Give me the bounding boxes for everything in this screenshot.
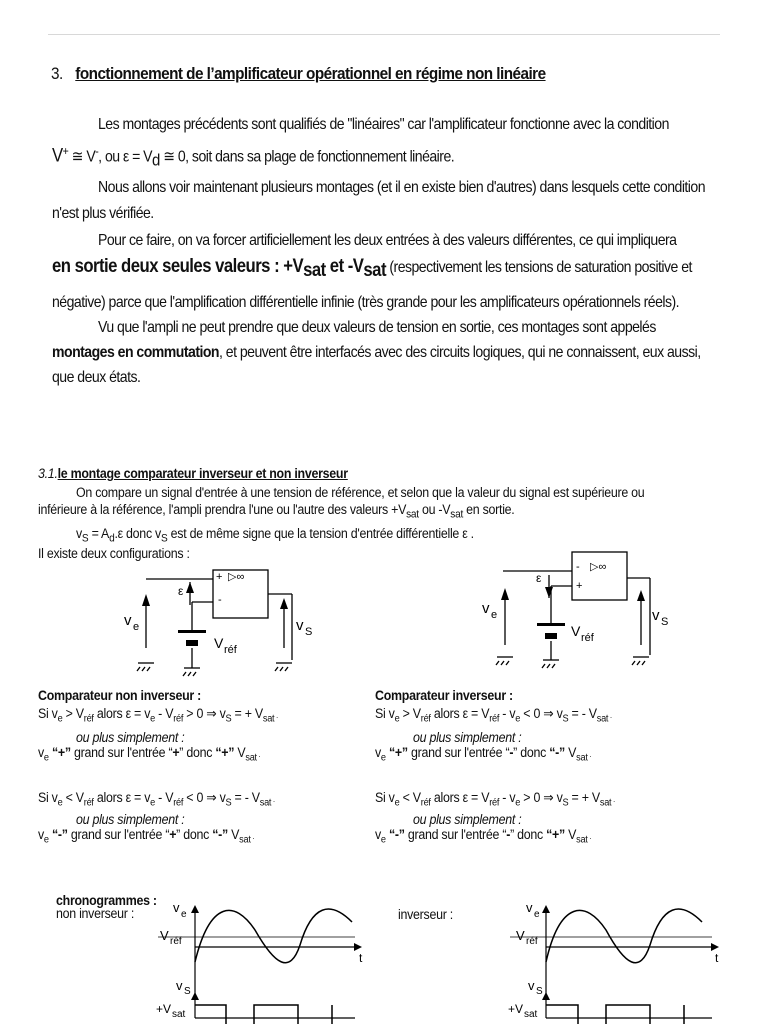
ve-label: v: [124, 612, 132, 629]
rule-row: $v_e$ “+” grand sur l'entrée “-” donc “-” $V_{sat}$ .: [375, 745, 592, 764]
ve-arrow-icon: [142, 594, 150, 606]
opamp-symbol: ▷∞: [590, 561, 607, 573]
battery-icon: [537, 623, 565, 626]
rule-row: Si $v_e > V_{réf}$ alors $\varepsilon = v_e - V_{réf} > 0$ ⇒ $v_S$ = + $V_{sat}$ .: [38, 706, 278, 725]
para-line-6: en sortie deux seules valeurs : $+V_{sat}$ et $-V_{sat}$ (respectivement les tensions de saturation positive et: [52, 256, 692, 282]
ve-arrow-icon: [501, 588, 509, 600]
vs-arrow-icon: [637, 590, 645, 601]
comparator-circuits: [0, 545, 768, 685]
inverting-title: Comparateur inverseur :: [375, 688, 513, 703]
eps-label: ε: [178, 584, 184, 598]
vref-label: V: [571, 623, 581, 639]
svg-text:sat: sat: [524, 1009, 538, 1020]
vs-waveform: [546, 1005, 684, 1024]
axis-arrow-icon: [191, 905, 199, 913]
svg-text:réf: réf: [526, 936, 538, 947]
non-inverting-title: Comparateur non inverseur :: [38, 688, 202, 703]
para-line-5: Pour ce faire, on va forcer artificiellement les deux entrées à des valeurs différentes, ce qui impliquera: [98, 232, 677, 249]
rule-row: ou plus simplement :: [413, 730, 522, 745]
para-line-10: que deux états.: [52, 369, 141, 386]
vs-waveform: [195, 1005, 332, 1024]
svg-text:e: e: [534, 909, 540, 920]
ve-waveform: [195, 909, 352, 963]
eps-arrow-icon: [545, 587, 553, 598]
vs-arrow-icon: [280, 598, 288, 609]
battery-icon: [178, 630, 206, 633]
plus-input-label: +: [216, 571, 223, 583]
svg-text:e: e: [491, 609, 498, 621]
svg-text:S: S: [536, 986, 543, 997]
svg-text:e: e: [181, 909, 187, 920]
s31-line-1: On compare un signal d'entrée à une tension de référence, et selon que la valeur du signal est supérieure ou: [76, 485, 645, 500]
svg-text:S: S: [661, 616, 669, 628]
vsat-axis-label: +V: [156, 1002, 172, 1016]
section-title: fonctionnement de l’amplificateur opérationnel en régime non linéaire: [75, 64, 546, 83]
chronograms: [0, 890, 768, 1024]
eps-label: ε: [536, 571, 542, 585]
top-divider: [48, 34, 720, 35]
ve-axis-label: v: [173, 900, 180, 915]
section-number: 3.: [51, 64, 63, 83]
axis-arrow-icon: [711, 943, 719, 951]
non-inverting-chronogram: [156, 900, 363, 1024]
ve-label: v: [482, 600, 490, 617]
axis-arrow-icon: [542, 992, 550, 1000]
axis-arrow-icon: [354, 943, 362, 951]
ve-waveform: [546, 909, 702, 963]
para-line-7: négative) parce que l'amplification différentielle infinie (très grande pour les amplificateurs opérationnels réels).: [52, 294, 680, 311]
inverting-chronogram: [508, 900, 719, 1024]
para-line-3: Nous allons voir maintenant plusieurs montages (et il en existe bien d'autres) dans lesquels cette condition: [98, 179, 706, 196]
para-line-8: Vu que l'ampli ne peut prendre que deux valeurs de tension en sortie, ces montages sont appelés: [98, 319, 656, 336]
ve-axis-label: v: [526, 900, 533, 915]
vs-label: v: [296, 617, 304, 634]
inverting-chrono-label: inverseur :: [398, 907, 453, 922]
vs-label: v: [652, 607, 660, 624]
vref-axis-label: V: [516, 928, 525, 943]
subsection-number: 3.1.: [38, 466, 58, 481]
svg-text:réf: réf: [581, 632, 594, 644]
minus-input-label: -: [576, 561, 580, 573]
s31-line-2: inférieure à la référence, l'ampli prendra l'une ou l'autre des valeurs $+V_{sat}$ ou $-V_{sat}$ en sortie.: [38, 502, 515, 521]
svg-text:e: e: [133, 621, 140, 633]
vref-axis-label: V: [160, 928, 169, 943]
svg-text:S: S: [305, 626, 313, 638]
section-3-1-heading: [38, 466, 348, 481]
axis-arrow-icon: [542, 905, 550, 913]
svg-text:sat: sat: [172, 1009, 186, 1020]
svg-text:S: S: [184, 986, 191, 997]
para-line-9: montages en commutation, et peuvent être interfacés avec des circuits logiques, qui ne connaissent, eux aussi,: [52, 344, 701, 361]
eps-arrow-icon: [186, 582, 194, 593]
rule-row: $v_e$ “-” grand sur l'entrée “-” donc “+” $V_{sat}$ .: [375, 827, 592, 846]
opamp-symbol: ▷∞: [228, 571, 245, 583]
vref-label: V: [214, 635, 224, 651]
rule-row: ou plus simplement :: [76, 812, 185, 827]
vs-axis-label: v: [176, 978, 183, 993]
minus-input-label: -: [218, 594, 222, 606]
svg-text:réf: réf: [224, 644, 237, 656]
ground-icon: [137, 657, 649, 676]
s31-line-4: Il existe deux configurations :: [38, 546, 190, 561]
vs-axis-label: v: [528, 978, 535, 993]
t-axis-label: t: [715, 951, 719, 965]
para-line-2: V+ ≅ V-, ou $\varepsilon = V_d$ ≅ 0, soit dans sa plage de fonctionnement linéaire.: [52, 144, 455, 170]
opamp-box: [572, 552, 627, 600]
t-axis-label: t: [359, 951, 363, 965]
subsection-title: le montage comparateur inverseur et non inverseur: [57, 466, 348, 481]
rule-row: Si $v_e < V_{réf}$ alors $\varepsilon = v_e - V_{réf} < 0$ ⇒ $v_S$ = - $V_{sat}$ .: [38, 790, 275, 809]
rule-row: $v_e$ “-” grand sur l'entrée “+” donc “-” $V_{sat}$ .: [38, 827, 255, 846]
s31-line-3: $v_S = A_d.\varepsilon$ donc $v_S$ est de même signe que la tension d'entrée différentielle ε .: [76, 526, 474, 545]
rule-row: $v_e$ “+” grand sur l'entrée “+” donc “+” $V_{sat}$ .: [38, 745, 261, 764]
plus-input-label: +: [576, 580, 583, 592]
para-line-4: n'est plus vérifiée.: [52, 205, 154, 222]
vsat-axis-label: +V: [508, 1002, 524, 1016]
non-inverting-circuit: [146, 570, 292, 668]
svg-text:réf: réf: [170, 936, 182, 947]
non-inverting-chrono-label: non inverseur :: [56, 906, 135, 921]
rule-row: ou plus simplement :: [413, 812, 522, 827]
para-line-1: Les montages précédents sont qualifiés de "linéaires" car l'amplificateur fonctionne avec la condition: [98, 116, 669, 133]
chronogram-title: chronogrammes :: [56, 893, 157, 908]
section-3-heading: [51, 64, 546, 84]
rule-row: Si $v_e < V_{réf}$ alors $\varepsilon = V_{réf} - v_e > 0$ ⇒ $v_S$ = + $V_{sat}$ .: [375, 790, 615, 809]
axis-arrow-icon: [191, 992, 199, 1000]
rule-row: ou plus simplement :: [76, 730, 185, 745]
rule-row: Si $v_e > V_{réf}$ alors $\varepsilon = V_{réf} - v_e < 0$ ⇒ $v_S$ = - $V_{sat}$ .: [375, 706, 612, 725]
